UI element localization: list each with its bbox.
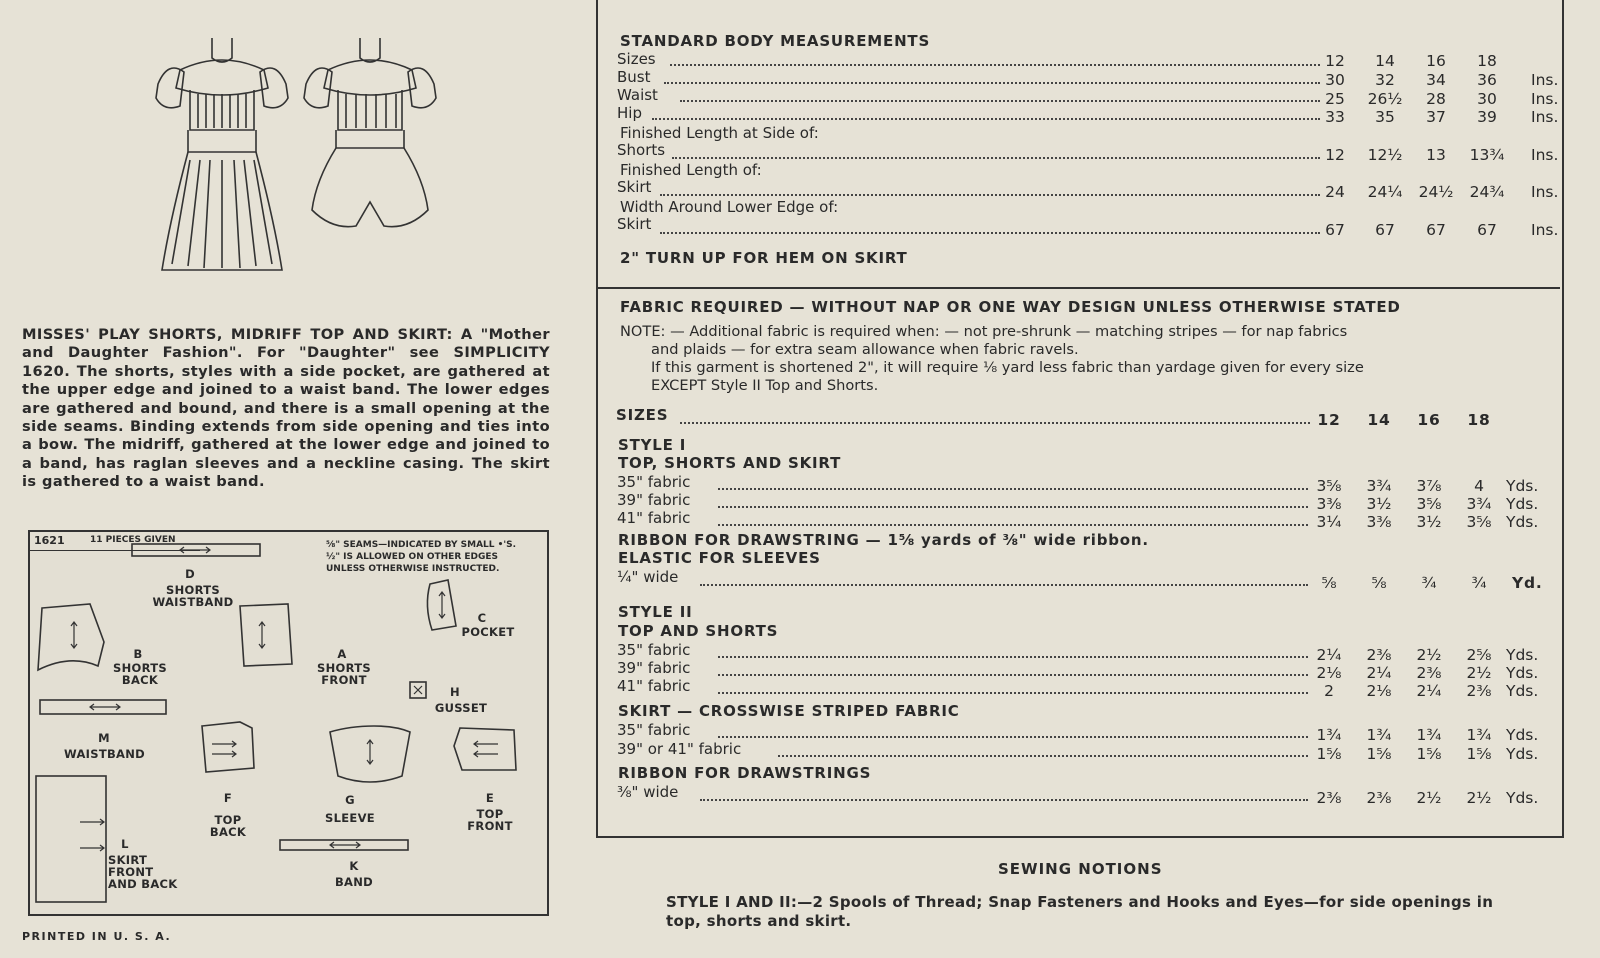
fabric-size-16: 16 [1417, 411, 1441, 429]
s1-39-12: 3⅜ [1316, 495, 1342, 513]
skirt-width-18: 67 [1477, 221, 1497, 239]
bust-18: 36 [1477, 71, 1497, 89]
shorts-14: 12½ [1367, 146, 1403, 164]
s2-39-16: 2⅜ [1416, 664, 1442, 682]
finished-length-side-label: Finished Length at Side of: [620, 124, 819, 142]
sk-39-unit: Yds. [1506, 745, 1539, 763]
ribbon2-12: 2⅜ [1316, 789, 1342, 807]
piece-g-letter: G [345, 793, 355, 807]
piece-g-name: SLEEVE [325, 811, 375, 825]
size-14: 14 [1375, 52, 1395, 70]
skirt-width-14: 67 [1375, 221, 1395, 239]
garment-illustration [150, 30, 440, 280]
seam-note-1: ⅝" SEAMS—INDICATED BY SMALL •'S. [326, 540, 517, 550]
piece-a-letter: A [337, 647, 347, 661]
sk-35-18: 1¾ [1466, 726, 1492, 744]
skirt-width-unit: Ins. [1531, 221, 1559, 239]
elastic-12: ⅝ [1321, 574, 1337, 592]
piece-a-name: SHORTS FRONT [317, 661, 371, 687]
s1-35-14: 3¾ [1366, 477, 1392, 495]
fabric-note-2: and plaids — for extra seam allowance when fabric ravels. [651, 341, 1079, 358]
s1-41-unit: Yds. [1506, 513, 1539, 531]
skirt-width-12: 67 [1325, 221, 1345, 239]
s2-35-label: 35" fabric [617, 641, 691, 659]
s1-41-14: 3⅜ [1366, 513, 1392, 531]
fabric-size-12: 12 [1317, 411, 1341, 429]
piece-m-letter: M [98, 731, 110, 745]
elastic-16: ¾ [1421, 574, 1437, 592]
shorts-18: 13¾ [1469, 146, 1505, 164]
s2-41-label: 41" fabric [617, 677, 691, 695]
skirt-length-14: 24¼ [1367, 183, 1403, 201]
piece-c-letter: C [477, 611, 487, 625]
waist-12: 25 [1325, 90, 1345, 108]
fabric-sizes-label: SIZES [616, 406, 669, 424]
sk-39-12: 1⅝ [1316, 745, 1342, 763]
sk-35-unit: Yds. [1506, 726, 1539, 744]
bust-14: 32 [1375, 71, 1395, 89]
skirt-length-unit: Ins. [1531, 183, 1559, 201]
s2-39-18: 2½ [1466, 664, 1492, 682]
piece-k-letter: K [349, 859, 359, 873]
piece-e-name: TOP FRONT [467, 807, 513, 833]
piece-c-name: POCKET [461, 625, 515, 639]
ribbon2-16: 2½ [1416, 789, 1442, 807]
pieces-count: 11 PIECES GIVEN [90, 535, 176, 545]
piece-e-letter: E [485, 791, 495, 805]
sk-35-12: 1¾ [1316, 726, 1342, 744]
s1-41-label: 41" fabric [617, 509, 691, 527]
hem-note: 2" TURN UP FOR HEM ON SKIRT [620, 249, 908, 267]
sk-35-16: 1¾ [1416, 726, 1442, 744]
piece-b-letter: B [133, 647, 143, 661]
sk-35-label: 35" fabric [617, 721, 691, 739]
s2-35-16: 2½ [1416, 646, 1442, 664]
hip-16: 37 [1426, 108, 1446, 126]
pattern-number: 1621 [34, 534, 65, 547]
skirt-length-18: 24¾ [1469, 183, 1505, 201]
hip-18: 39 [1477, 108, 1497, 126]
size-16: 16 [1426, 52, 1446, 70]
s1-39-label: 39" fabric [617, 491, 691, 509]
sk-35-14: 1¾ [1366, 726, 1392, 744]
elastic-18: ¾ [1471, 574, 1487, 592]
ribbon-drawstrings-title: RIBBON FOR DRAWSTRINGS [618, 764, 872, 782]
piece-f-name: TOP BACK [209, 813, 247, 839]
piece-b-name: SHORTS BACK [113, 661, 167, 687]
fabric-note-1: NOTE: — Additional fabric is required when: — not pre-shrunk — matching stripes — for nap fabrics [620, 323, 1348, 340]
piece-k-name: BAND [334, 875, 374, 889]
waist-label: Waist [617, 86, 658, 104]
sewing-notions-title: SEWING NOTIONS [998, 860, 1163, 878]
fabric-note-3: If this garment is shortened 2", it will require ⅛ yard less fabric than yardage given for every size [651, 359, 1364, 376]
s1-41-12: 3¼ [1316, 513, 1342, 531]
s2-41-12: 2 [1324, 682, 1334, 700]
description-title: MISSES' PLAY SHORTS, MIDRIFF TOP AND SKIRT: [22, 326, 453, 343]
s2-39-12: 2⅛ [1316, 664, 1342, 682]
ribbon2-18: 2½ [1466, 789, 1492, 807]
s2-39-label: 39" fabric [617, 659, 691, 677]
ribbon-drawstring-1: RIBBON FOR DRAWSTRING — 1⅝ yards of ⅜" wide ribbon. [618, 531, 1149, 549]
ribbon2-unit: Yds. [1506, 789, 1539, 807]
s2-41-unit: Yds. [1506, 682, 1539, 700]
fabric-size-18: 18 [1467, 411, 1491, 429]
piece-d-name: SHORTS WAISTBAND [152, 583, 234, 609]
piece-f-letter: F [223, 791, 233, 805]
piece-h-letter: H [450, 685, 460, 699]
s2-35-unit: Yds. [1506, 646, 1539, 664]
seam-note-2: ½" IS ALLOWED ON OTHER EDGES [326, 552, 499, 562]
style2-title: STYLE II [618, 603, 693, 621]
elastic-label: ¼" wide [617, 568, 679, 586]
skirt-striped-title: SKIRT — CROSSWISE STRIPED FABRIC [618, 702, 960, 720]
s1-35-16: 3⅞ [1416, 477, 1442, 495]
s1-35-12: 3⅝ [1316, 477, 1342, 495]
size-12: 12 [1325, 52, 1345, 70]
skirt-length-16: 24½ [1418, 183, 1454, 201]
fabric-size-14: 14 [1367, 411, 1391, 429]
sk-39-label: 39" or 41" fabric [617, 740, 742, 758]
s2-39-14: 2¼ [1366, 664, 1392, 682]
bust-unit: Ins. [1531, 71, 1559, 89]
pattern-pieces-diagram [28, 530, 549, 916]
s2-35-12: 2¼ [1316, 646, 1342, 664]
waist-16: 28 [1426, 90, 1446, 108]
s1-35-18: 4 [1474, 477, 1484, 495]
s2-41-16: 2¼ [1416, 682, 1442, 700]
s1-41-18: 3⅝ [1466, 513, 1492, 531]
shorts-label: Shorts [617, 141, 666, 159]
waist-18: 30 [1477, 90, 1497, 108]
skirt-width-16: 67 [1426, 221, 1446, 239]
size-18: 18 [1477, 52, 1497, 70]
bust-16: 34 [1426, 71, 1446, 89]
sewing-notions-text: STYLE I AND II:—2 Spools of Thread; Snap Fasteners and Hooks and Eyes—for side openings in top, shorts and skirt. [666, 893, 1494, 930]
s1-35-label: 35" fabric [617, 473, 691, 491]
hip-unit: Ins. [1531, 108, 1559, 126]
bust-label: Bust [617, 68, 651, 86]
ribbon2-label: ⅜" wide [617, 783, 679, 801]
s1-39-18: 3¾ [1466, 495, 1492, 513]
sizes-label: Sizes [617, 50, 656, 68]
skirt-width-label: Skirt [617, 215, 652, 233]
fabric-note-4: EXCEPT Style II Top and Shorts. [651, 377, 879, 394]
shorts-16: 13 [1426, 146, 1446, 164]
elastic-unit: Yd. [1512, 574, 1543, 592]
s2-39-unit: Yds. [1506, 664, 1539, 682]
shorts-unit: Ins. [1531, 146, 1559, 164]
hip-label: Hip [617, 104, 642, 122]
s2-41-18: 2⅜ [1466, 682, 1492, 700]
skirt-length-label: Skirt [617, 178, 652, 196]
measurements-title: STANDARD BODY MEASUREMENTS [620, 32, 931, 50]
s1-35-unit: Yds. [1506, 477, 1539, 495]
skirt-length-12: 24 [1325, 183, 1345, 201]
left-column [0, 0, 570, 958]
sk-39-14: 1⅝ [1366, 745, 1392, 763]
s2-35-14: 2⅜ [1366, 646, 1392, 664]
s2-35-18: 2⅝ [1466, 646, 1492, 664]
style2-subtitle: TOP AND SHORTS [618, 622, 779, 640]
s1-39-16: 3⅝ [1416, 495, 1442, 513]
s1-39-unit: Yds. [1506, 495, 1539, 513]
hip-14: 35 [1375, 108, 1395, 126]
piece-l-name: SKIRT FRONT AND BACK [108, 853, 178, 891]
sk-39-18: 1⅝ [1466, 745, 1492, 763]
hip-12: 33 [1325, 108, 1345, 126]
s1-39-14: 3½ [1366, 495, 1392, 513]
width-lower-edge-label: Width Around Lower Edge of: [620, 198, 839, 216]
elastic-title: ELASTIC FOR SLEEVES [618, 549, 821, 567]
piece-m-name: WAISTBAND [64, 747, 146, 761]
piece-h-name: GUSSET [434, 701, 488, 715]
piece-d-letter: D [185, 567, 195, 581]
finished-length-label: Finished Length of: [620, 161, 762, 179]
description-body: A "Mother and Daughter Fashion". For "Daughter" see SIMPLICITY 1620. The shorts, styles with a side pocket, are gathered at the upper edge and joined to a waist band. The lower edges are gathered and bound, and there is a small opening at the side seams. Binding extends from side opening and ties into a bow. The midriff, gathered at the lower edge and joined to a band, has raglan sleeves and a neckline casing. The skirt is gathered to a waist band. [22, 326, 550, 491]
s2-41-14: 2⅛ [1366, 682, 1392, 700]
piece-l-letter: L [121, 837, 129, 851]
sk-39-16: 1⅝ [1416, 745, 1442, 763]
elastic-14: ⅝ [1371, 574, 1387, 592]
s1-41-16: 3½ [1416, 513, 1442, 531]
shorts-12: 12 [1325, 146, 1345, 164]
waist-14: 26½ [1367, 90, 1403, 108]
bust-12: 30 [1325, 71, 1345, 89]
waist-unit: Ins. [1531, 90, 1559, 108]
ribbon2-14: 2⅜ [1366, 789, 1392, 807]
style1-subtitle: TOP, SHORTS AND SKIRT [618, 454, 842, 472]
fabric-title: FABRIC REQUIRED — WITHOUT NAP OR ONE WAY DESIGN UNLESS OTHERWISE STATED [620, 298, 1401, 316]
seam-note-3: UNLESS OTHERWISE INSTRUCTED. [326, 564, 500, 574]
style1-title: STYLE I [618, 436, 687, 454]
printed-in-usa: PRINTED IN U. S. A. [22, 930, 172, 943]
pattern-description [22, 326, 550, 492]
